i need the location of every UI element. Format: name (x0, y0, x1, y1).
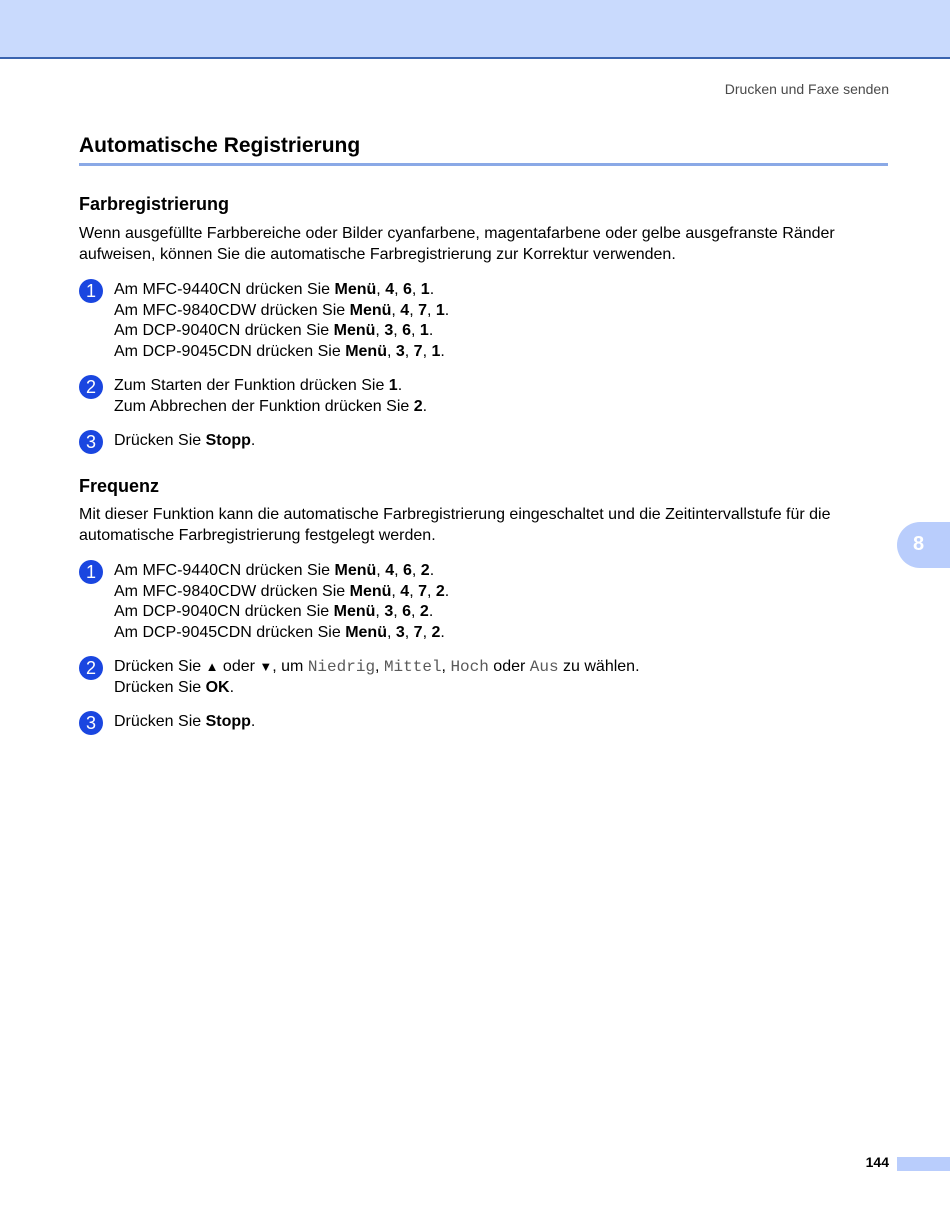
intro-line: automatische Farbregistrierung festgelegt werden. (79, 526, 436, 544)
step-number-icon: 1 (79, 279, 103, 303)
step-line: Drücken Sie OK. (114, 678, 235, 696)
step-number-icon: 2 (79, 375, 103, 399)
subheading-frequenz: Frequenz (79, 476, 160, 496)
step-line: Am DCP-9040CN drücken Sie Menü, 3, 6, 2. (114, 603, 434, 620)
step-line: Drücken Sie Stopp. (114, 713, 256, 730)
option-mittel: Mittel (383, 658, 442, 676)
step-line: Zum Abbrechen der Funktion drücken Sie 2. (114, 397, 428, 415)
step-farb-1 (79, 280, 894, 362)
intro-frequenz (79, 505, 894, 546)
step-farb-3 (79, 431, 894, 452)
down-arrow-icon: ▼ (259, 659, 273, 674)
step-number-icon: 2 (79, 656, 103, 680)
step-number-icon: 3 (79, 430, 103, 454)
section-title: Automatische Registrierung (79, 134, 888, 166)
option-hoch: Hoch (450, 658, 489, 676)
step-line: Zum Starten der Funktion drücken Sie 1. (114, 377, 403, 394)
step-line: Am DCP-9040CN drücken Sie Menü, 3, 6, 1. (114, 322, 434, 339)
option-aus: Aus (529, 658, 559, 676)
option-niedrig: Niedrig (307, 658, 376, 676)
step-line: Am MFC-9840CDW drücken Sie Menü, 4, 7, 2. (114, 582, 450, 600)
chapter-number: 8 (913, 533, 925, 555)
step-line: Am DCP-9045CDN drücken Sie Menü, 3, 7, 1. (114, 342, 445, 360)
step-freq-3 (79, 712, 894, 733)
step-line: Drücken Sie Stopp. (114, 432, 256, 449)
up-arrow-icon: ▲ (205, 659, 219, 674)
intro-line: Mit dieser Funktion kann die automatische Farbregistrierung eingeschaltet und die Zeitintervallstufe für die (79, 506, 831, 523)
step-line: Drücken Sie ▲ oder ▼, um Niedrig, Mittel, Hoch oder Aus zu wählen. (114, 658, 640, 676)
step-number-icon: 1 (79, 560, 103, 584)
step-line: Am MFC-9440CN drücken Sie Menü, 4, 6, 1. (114, 281, 435, 298)
subheading-farbregistrierung: Farbregistrierung (79, 194, 230, 214)
step-line: Am DCP-9045CDN drücken Sie Menü, 3, 7, 2. (114, 623, 445, 641)
page-number: 144 (865, 1154, 889, 1170)
chapter-tab (897, 522, 950, 568)
header-band (0, 0, 950, 59)
step-freq-2 (79, 657, 894, 698)
step-line: Am MFC-9440CN drücken Sie Menü, 4, 6, 2. (114, 562, 435, 579)
step-farb-2 (79, 376, 894, 417)
intro-line: aufweisen, können Sie die automatische Farbregistrierung zur Korrektur verwenden. (79, 245, 676, 263)
intro-line: Wenn ausgefüllte Farbbereiche oder Bilder cyanfarbene, magentafarbene oder gelbe ausgefranste Ränder (79, 225, 835, 242)
intro-farbregistrierung (79, 224, 894, 265)
footer-bar (897, 1157, 950, 1171)
step-freq-1 (79, 561, 894, 643)
running-header: Drucken und Faxe senden (724, 81, 889, 97)
step-number-icon: 3 (79, 711, 103, 735)
step-line: Am MFC-9840CDW drücken Sie Menü, 4, 7, 1. (114, 301, 450, 319)
